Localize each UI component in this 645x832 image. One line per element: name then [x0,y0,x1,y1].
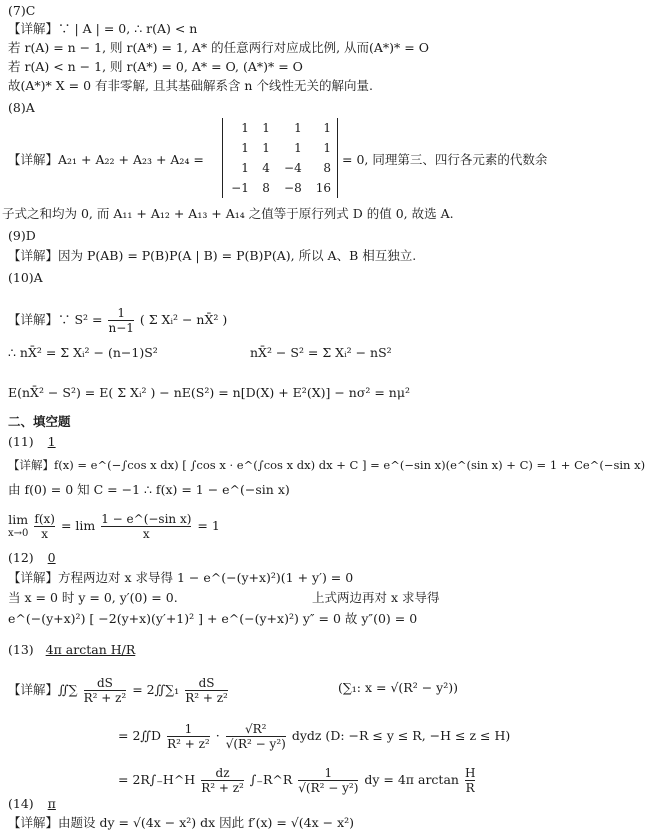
fraction-num: 1 [117,306,126,320]
fraction [108,306,133,335]
q11-line-3c: = lim [60,518,96,533]
det-cell: 1 [241,161,249,175]
q13-line-1a: 【详解】∬∑ [8,682,78,697]
det-cell: 1 [262,121,270,135]
q10-line-3: E(nX̄² − S²) = E( Σ Xᵢ² ) − nE(S²) = n[D(X) + E²(X)] − nσ² = nμ² [8,385,410,400]
q14-header [8,796,66,812]
q13-line-3a: = 2R∫₋H^H [118,772,196,787]
q7-line-1: 【详解】∵ | A | = 0, ∴ r(A) < n [8,21,198,36]
fraction-num: dz [215,766,230,780]
q13-line-2a: = 2∬D [118,728,162,743]
q11-header [8,434,66,450]
fraction-num: √R² [245,722,267,736]
q13-header [8,642,143,658]
q10-header: (10)A [8,270,43,285]
q10-line-1a: 【详解】∵ S² = [8,312,103,327]
q14-label: (14) [8,796,34,811]
q12-line-1: 【详解】方程两边对 x 求导得 1 − e^(−(y+x)²)(1 + y′) = 0 [8,570,354,585]
det-cell: 1 [262,141,270,155]
det-cell: −8 [284,181,302,195]
fraction [226,722,286,751]
q11-label: (11) [8,434,34,449]
fraction-num: dS [198,676,215,690]
q10-line-2b: nX̄² − S² = Σ Xᵢ² − nS² [250,345,392,360]
q13-answer: 4π arctan H/R [45,642,136,657]
q13-line-1 [8,676,230,705]
fraction-den: R² + z² [185,691,228,705]
determinant [222,118,338,198]
q12-line-2b: 上式两边再对 x 求导得 [312,590,440,605]
q13-line-3 [118,766,477,795]
fraction-num: 1 − e^(−sin x) [101,512,192,526]
q11-line-3 [8,512,220,541]
q13-label: (13) [8,642,34,657]
q7-line-2: 若 r(A) = n − 1, 则 r(A*) = 1, A* 的任意两行对应成比例, 从而(A*)* = O [8,40,429,55]
fraction [167,722,210,751]
q9-line-1: 【详解】因为 P(AB) = P(B)P(A | B) = P(B)P(A), 所以 A、B 相互独立. [8,248,417,263]
fraction [185,676,228,705]
q12-label: (12) [8,550,34,565]
q11-line-1: 【详解】f(x) = e^(−∫cos x dx) [ ∫cos x · e^(∫cos x dx) dx + C ] = e^(−sin x)(e^(sin x) + C) = 1 + Ce^(−sin x) [8,458,645,472]
det-cell: 1 [323,121,331,135]
fraction-den: √(R² − y²) [225,737,286,751]
det-cell: 1 [241,121,249,135]
q12-line-2a: 当 x = 0 时 y = 0, y′(0) = 0. [8,590,178,605]
q8-header: (8)A [8,100,35,115]
fraction [465,766,475,795]
det-cell: 8 [323,161,331,175]
q10-line-2a: ∴ nX̄² = Σ Xᵢ² − (n−1)S² [8,345,158,360]
fraction-den: √(R² − y²) [298,781,359,795]
q11-line-3d: = 1 [197,518,220,533]
q13-line-3b: ∫₋R^R [249,772,293,787]
q10-line-1 [8,306,227,335]
fraction-den: R² + z² [201,781,244,795]
section-title: 二、填空题 [8,414,71,429]
q12-answer: 0 [47,550,56,565]
fraction-den: R² + z² [167,737,210,751]
q11-line-2: 由 f(0) = 0 知 C = −1 ∴ f(x) = 1 − e^(−sin x) [8,482,290,497]
fraction-num: 1 [324,766,333,780]
q8-lhs: 【详解】A₂₁ + A₂₂ + A₂₃ + A₂₄ = [8,152,204,167]
det-cell: 1 [241,141,249,155]
det-cell: 1 [294,121,302,135]
det-cell: 8 [262,181,270,195]
q7-header: (7)C [8,3,36,18]
q7-line-4: 故(A*)* X = 0 有非零解, 且其基础解系含 n 个线性无关的解向量. [8,78,373,93]
fraction-num: f(x) [34,512,55,526]
q10-line-1b: ( Σ Xᵢ² − nX̄² ) [139,312,228,327]
fraction [101,512,191,541]
q9-header: (9)D [8,228,36,243]
fraction [201,766,244,795]
fraction-den: x [34,526,55,541]
q13-line-2b: · [215,728,220,743]
det-cell: 1 [323,141,331,155]
fraction-den: n−1 [108,321,134,335]
fraction-num: dS [96,676,113,690]
q13-line-3c: dy = 4π arctan [364,772,459,787]
det-cell: 1 [294,141,302,155]
det-cell: 16 [315,181,331,195]
fraction [298,766,358,795]
fraction-den: x [101,526,191,541]
lim: lim [8,511,29,527]
det-cell: 4 [262,161,270,175]
q12-line-3: e^(−(y+x)²) [ −2(y+x)(y′+1)² ] + e^(−(y+x)²) y″ = 0 故 y″(0) = 0 [8,611,418,626]
q7-line-3: 若 r(A) < n − 1, 则 r(A*) = 0, A* = O, (A*)* = O [8,59,303,74]
lim-sub: x→0 [8,527,29,539]
q13-line-1c: (∑₁: x = √(R² − y²)) [338,680,458,695]
fraction-num: 1 [184,722,193,736]
q11-answer: 1 [47,434,56,449]
fraction-num: H [464,766,476,780]
q14-line-1: 【详解】由题设 dy = √(4x − x²) dx 因此 f′(x) = √(4x − x²) [8,815,355,830]
fraction-den: R² + z² [83,691,127,705]
q13-line-2 [118,722,510,751]
q12-header [8,550,66,566]
fraction [84,676,127,705]
fraction-den: R [465,781,475,795]
q8-line-2: 子式之和均为 0, 而 A₁₁ + A₁₂ + A₁₃ + A₁₄ 之值等于原行列式 D 的值 0, 故选 A. [2,206,454,221]
q13-line-1b: = 2∬∑₁ [132,682,180,697]
det-cell: −4 [284,161,302,175]
det-cell: −1 [231,181,249,195]
q8-rhs: = 0, 同理第三、四行各元素的代数余 [342,152,548,167]
fraction [34,512,55,541]
q14-answer: π [47,796,56,811]
q13-line-2c: dydz (D: −R ≤ y ≤ R, −H ≤ z ≤ H) [291,728,511,743]
